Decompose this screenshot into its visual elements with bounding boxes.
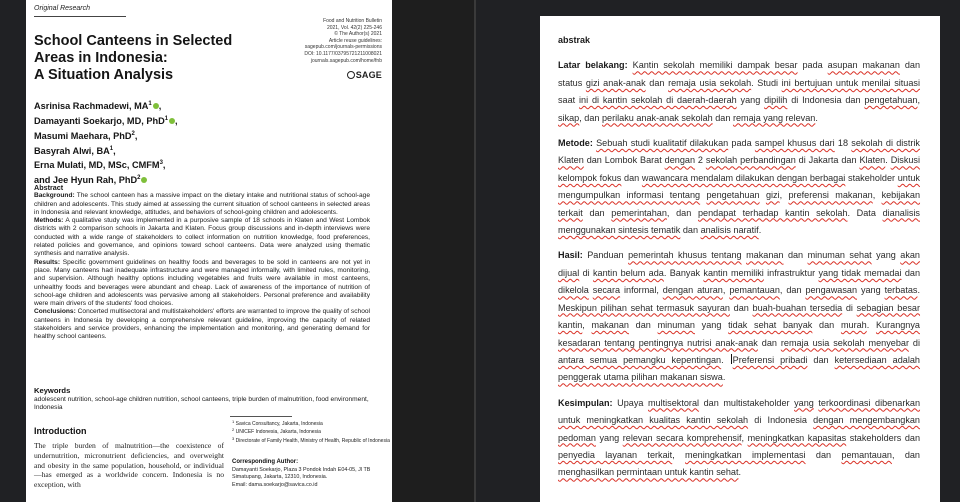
author-name-text: Erna Mulati, MD, MSc, CMFM [34, 160, 160, 171]
paragraph-label: Kesimpulan: [558, 397, 613, 408]
paragraph-text: , [917, 95, 921, 106]
paragraph-text: , [672, 449, 686, 460]
orcid-icon[interactable] [153, 103, 159, 109]
abstract-label: Results: [34, 258, 61, 266]
spellcheck-flagged-text: tidak sehat banyak [728, 320, 813, 331]
spellcheck-flagged-text: Sebuah studi kualitatif dilakukan [596, 138, 729, 149]
pdf-page [26, 0, 392, 502]
spellcheck-flagged-text: sekolah perbandingan [705, 155, 796, 166]
author-name: Asrinisa Rachmadewi, $MA^1$ , [34, 101, 162, 112]
spellcheck-flagged-text: gizi anak-anak [585, 77, 646, 88]
orcid-icon[interactable] [169, 118, 175, 124]
author-name-text: Masumi Maehara, PhD [34, 130, 132, 141]
paragraph-text: . [721, 354, 730, 365]
spellcheck-flagged-text: kantin [558, 320, 583, 331]
spellcheck-flagged-text: ini bertujuan untuk menilai situasi [781, 77, 920, 88]
spellcheck-flagged-text: pendapat terhadap kantin sekolah [697, 207, 848, 218]
spellcheck-flagged-text: makanan [746, 250, 784, 261]
paragraph-text: , [722, 285, 730, 296]
spellcheck-flagged-text: sekolah di distrik [851, 138, 920, 149]
spellcheck-flagged-text: minuman sehat [807, 250, 872, 261]
paragraph-text: . [758, 225, 762, 236]
author-affiliation-number: 1 [148, 101, 152, 107]
paragraph-text: dan [757, 337, 781, 348]
spellcheck-flagged-text: dengan aturan [662, 285, 723, 296]
meta-line: Article reuse guidelines: [328, 37, 382, 44]
paragraph-text: Panduan [582, 250, 629, 261]
corr-address: Damayanti Soekarjo, Plaza 3 Pondok Indah E04-05, Jl TB Simatupang, Jakarta, 12310, Indonesia. [232, 467, 371, 481]
paragraph-text: , [872, 190, 882, 201]
title-line: Areas in Indonesia: [34, 50, 168, 66]
paragraph-text: . Banyak [663, 267, 704, 278]
abstract-background [34, 192, 370, 217]
spellcheck-flagged-text: remaja usia sekolah [668, 77, 752, 88]
spellcheck-flagged-text: penyedia layanan terkait [558, 449, 673, 460]
spellcheck-flagged-text: pengawasan [805, 285, 858, 296]
corr-email: Email: dama.soekarjo@savica.co.id [232, 481, 318, 488]
spellcheck-flagged-text: akan dijual [558, 250, 920, 278]
paragraph-text: saat [558, 95, 580, 106]
spellcheck-flagged-text: ini di kantin sekolah di daerah-daerah [579, 95, 737, 106]
spellcheck-flagged-text: menghasilkan permintaan untuk kantin sehat [558, 467, 739, 478]
author-affiliation-number: 2 [137, 175, 141, 182]
spellcheck-flagged-text: dianalisis menggunakan sintesis tematik [558, 207, 920, 236]
spellcheck-flagged-text: pengetahuan [864, 95, 918, 106]
paragraph-text: . [738, 467, 742, 478]
spellcheck-flagged-text: pemantauan [729, 285, 780, 296]
author-name-text: and Jee Hyun Rah, PhD [34, 175, 138, 186]
pane-divider[interactable] [474, 0, 476, 502]
author-name: Basyrah Alwi, $BA^1$, [34, 145, 116, 156]
spellcheck-flagged-text: untuk meningkatkan kualitas kantin sekolah [558, 415, 749, 426]
paragraph-text: dan [783, 250, 808, 261]
paragraph-text: yang [871, 250, 901, 261]
paragraph-text: di Jakarta dan [795, 155, 860, 166]
paragraph-label: Latar belakang: [558, 60, 628, 71]
spellcheck-flagged-text: untuk mengumpulkan informasi tentang [558, 172, 920, 201]
spellcheck-flagged-text: terbatas [884, 285, 918, 296]
sage-logo-text: SAGE [355, 70, 382, 80]
paragraph-text: 2 [695, 155, 706, 166]
author-name: Erna Mulati, MD, MSc, CMFM$^3$, [34, 160, 166, 171]
spellcheck-flagged-text: pemantauan [841, 449, 892, 460]
spellcheck-flagged-text: secara [592, 285, 621, 296]
meta-line: DOI: 10.1177/03795721211008021 [304, 50, 382, 57]
spellcheck-flagged-text: multisektoral [647, 397, 700, 408]
spellcheck-flagged-text: dengan [664, 155, 696, 166]
orcid-icon[interactable] [141, 177, 147, 183]
paragraph-text: . Data [847, 207, 883, 218]
paragraph-text: yang [736, 95, 765, 106]
paragraph-text: , [741, 432, 748, 443]
spellcheck-flagged-text: buah-buahan tersedia [752, 302, 843, 313]
document-paragraph[interactable] [558, 135, 920, 239]
abstract-label: Conclusions: [34, 308, 76, 316]
affiliation: $^2$ UNICEF Indonesia, Jakarta, Indonesia [232, 427, 321, 436]
corresponding-author-heading: Corresponding Author: [232, 459, 299, 465]
spellcheck-flagged-text: gizi [765, 190, 780, 201]
document-title: abstrak [558, 35, 591, 45]
author-name: Masumi Maehara, PhD$^2$, [34, 130, 138, 141]
paragraph-text: dan [901, 267, 921, 278]
article-type: Original Research [34, 5, 91, 12]
spellcheck-flagged-text: relevan secara komprehensif [622, 432, 742, 443]
paragraph-text: , dan [779, 285, 806, 296]
abstract-results [34, 259, 370, 309]
abstract-text: Concerted multisectoral and multistakeholders' efforts are warranted to improve the quality of school canteens in Indonesia by developing a comprehensive relevant guideline, improving the capacity of related stakeholders and service providers, enhancing the implementation and monitoring, and generating demand for healthy school canteens. [34, 308, 370, 341]
spellcheck-flagged-text: kantin memiliki [703, 267, 764, 278]
spellcheck-flagged-text: yang tidak memadai [818, 267, 902, 278]
spellcheck-flagged-text: sikap [558, 112, 580, 123]
spellcheck-flagged-text: antara semua pemangku kepentingan [558, 354, 722, 365]
document-paragraph[interactable] [558, 57, 920, 127]
paragraph-text: dan [729, 302, 753, 313]
paragraph-text: dan Lombok Barat [583, 155, 665, 166]
paragraph-text: dan [812, 320, 841, 331]
spellcheck-flagged-text: preferensi makanan [788, 190, 873, 201]
spellcheck-flagged-text: remaja yang relevan [732, 112, 816, 123]
spellcheck-flagged-text: Diskusi kelompok fokus [558, 155, 920, 183]
paragraph-text: di [579, 267, 593, 278]
spellcheck-flagged-text: sebagian besar [856, 302, 921, 313]
paragraph-label: Hasil: [558, 250, 583, 261]
paragraph-text: pada [728, 138, 755, 149]
spellcheck-flagged-text: kantin belum ada [592, 267, 664, 278]
abstract-label: Methods: [34, 217, 64, 225]
paragraph-text: , dan [666, 207, 698, 218]
abstract-methods [34, 217, 370, 258]
title-line: School Canteens in Selected [34, 33, 233, 49]
spellcheck-flagged-text: Kantin sekolah memiliki dampak besar [632, 60, 798, 71]
abstract-text: The school canteen has a massive impact on the dietary intake and nutritional status of school-age children and adolescents. This study aimed at assessing the current situation of school canteens in selected areas in Indonesia and relevant knowledge, attitudes, and behaviors of school-going children and adolescents. [34, 192, 370, 216]
spellcheck-flagged-text: remaja usia sekolah menyebar [780, 337, 909, 348]
spellcheck-flagged-text: pemerintah khusus tentang [628, 250, 742, 261]
keywords-text: adolescent nutrition, school-age children nutrition, school canteens, triple burden of malnutrition, food environment, Indonesia [34, 396, 369, 412]
spellcheck-flagged-text: yang [794, 397, 814, 408]
paragraph-text: , [582, 320, 592, 331]
header-rule [34, 16, 126, 17]
author-affiliation-number: 2 [131, 130, 135, 137]
paragraph-text: dan [645, 77, 669, 88]
author-list [34, 98, 294, 187]
footnote-rule [230, 416, 292, 417]
spellcheck-flagged-text: pengetahuan [706, 190, 760, 201]
article-title [34, 33, 254, 84]
spellcheck-flagged-text: makanan [591, 320, 629, 331]
paragraph-text: informal, [620, 285, 663, 296]
spellcheck-flagged-text: asupan makanan [827, 60, 900, 71]
paragraph-text: . Studi [751, 77, 782, 88]
author-name-text: Damayanti Soekarjo, MD, PhD [34, 115, 165, 126]
spellcheck-flagged-text: ketersediaan adalah [834, 354, 920, 365]
introduction-text: The triple burden of malnutrition—the coexistence of undernutrition, micronutrient deficiencies, and overweight and obesity in the same population, household, or individual—has emerged as a worldwide concern. Indonesia is no exception, with [34, 441, 224, 490]
title-line: A Situation Analysis [34, 67, 174, 83]
author-name-text: Asrinisa Rachmadewi, MA [34, 101, 149, 112]
paragraph-text: dan [807, 354, 835, 365]
paragraph-text: dan [628, 320, 658, 331]
keywords-heading: Keywords [34, 386, 71, 395]
spellcheck-flagged-text: pemerintahan [611, 207, 667, 218]
paragraph-text: dan status [558, 60, 921, 88]
paragraph-text: dan [621, 172, 642, 183]
spellcheck-flagged-text: pedoman [558, 432, 596, 443]
paragraph-text: di [842, 302, 857, 313]
abstract [34, 184, 370, 342]
spellcheck-flagged-text: Preferensi pribadi [732, 354, 808, 365]
pane-gap [392, 0, 474, 502]
corresponding-author [232, 467, 392, 489]
spellcheck-flagged-text: perilaku anak-anak sekolah [602, 112, 713, 123]
journal-meta [272, 18, 382, 64]
abstract-conclusions [34, 308, 370, 341]
sage-logo [347, 70, 382, 80]
abstract-label: Background: [34, 192, 75, 200]
abstract-text: Specific government guidelines on healthy foods and beverages to be sold in canteens are not yet in place. Many canteens had inadequate infrastructure and were managed informally, with limited rules, monitoring, and supervision. Although healthy options including vegetables and fruits were available in most canteens, unhealthy foods and beverages were abundant and cheap. Lack of awareness of the importance of nutrition of school-age children and adolescents was pervasive among all stakeholders. Personal preference and availability were main drivers of the students' food choices. [34, 258, 370, 308]
paragraph-text: , dan [891, 449, 920, 460]
spellcheck-flagged-text: kebijakan terkait [558, 190, 921, 218]
paragraph-text: . [866, 320, 876, 331]
meta-line: sagepub.com/journals-permissions [304, 44, 382, 51]
spellcheck-flagged-text: murah [840, 320, 867, 331]
spellcheck-flagged-text: kesadaran tentang pentingnya nutrisi anak-anak [558, 337, 758, 348]
translation-document[interactable] [540, 16, 940, 502]
spellcheck-flagged-text: penggerak utama pilihan makanan siswa [558, 372, 723, 383]
spellcheck-flagged-text: wawancara mendalam dilakukan dengan berbagai [641, 172, 846, 183]
paragraph-text: dan multistakeholder [699, 397, 795, 408]
paragraph-text: dan [680, 225, 701, 236]
document-paragraph[interactable] [558, 395, 920, 482]
document-body[interactable] [558, 32, 920, 490]
paragraph-text: stakeholders dan [846, 432, 921, 443]
paragraph-text: . [917, 285, 920, 296]
paragraph-text: , [779, 190, 789, 201]
paragraph-text: infrastruktur [763, 267, 819, 278]
paragraph-text: dan [712, 112, 733, 123]
text-cursor [731, 354, 732, 364]
meta-line: © The Author(s) 2021 [334, 31, 382, 38]
paragraph-text: 18 [834, 138, 852, 149]
meta-line: Food and Nutrition Bulletin [323, 18, 382, 24]
affiliation: $^1$ Savica Consultancy, Jakarta, Indonesia [232, 419, 323, 427]
paragraph-text: di Indonesia dan [787, 95, 865, 106]
spellcheck-flagged-text: Klaten [558, 155, 584, 166]
spellcheck-flagged-text: meningkatkan kapasitas [747, 432, 847, 443]
affiliation: $^3$ Directorate of Family Health, Ministry of Health, Republic of Indonesia [232, 435, 390, 444]
paragraph-text: yang [595, 432, 623, 443]
spellcheck-flagged-text: sampel khusus dari [754, 138, 835, 149]
spellcheck-flagged-text: dipilih [764, 95, 788, 106]
paragraph-text: yang [857, 285, 885, 296]
meta-line: journals.sagepub.com/home/fnb [310, 57, 382, 64]
paragraph-text: . [885, 155, 891, 166]
document-paragraph[interactable] [558, 247, 920, 386]
author-affiliation-number: 1 [109, 145, 114, 152]
spellcheck-flagged-text: minuman [657, 320, 695, 331]
spellcheck-flagged-text: dengan mengembangkan [813, 415, 920, 426]
author-affiliation-number: 1 [164, 115, 169, 122]
spellcheck-flagged-text: dikelola [558, 285, 589, 296]
spellcheck-flagged-text: meningkatkan implementasi [685, 449, 806, 460]
paragraph-text: pada [797, 60, 828, 71]
sage-logo-icon [347, 71, 355, 79]
spellcheck-flagged-text: terkoordinasi dibenarkan [818, 397, 921, 408]
paragraph-label: Metode: [558, 138, 593, 149]
author-name-text: Basyrah Alwi, BA [34, 145, 110, 156]
abstract-heading: Abstract [34, 183, 64, 192]
introduction-heading: Introduction [34, 426, 87, 436]
paragraph-text: dan [805, 449, 842, 460]
paragraph-text: stakeholder [845, 172, 898, 183]
author-name: Damayanti Soekarjo, MD, PhD$^1$ , [34, 115, 178, 126]
author-affiliation-number: 3 [159, 160, 163, 167]
paragraph-text: , dan [579, 112, 602, 123]
paragraph-text: Upaya [612, 397, 648, 408]
affiliations [232, 419, 390, 444]
paragraph-text: . [722, 372, 726, 383]
spellcheck-flagged-text: Klaten [859, 155, 886, 166]
paragraph-text: yang [694, 320, 729, 331]
paragraph-text: dan [582, 207, 612, 218]
spellcheck-flagged-text: Meskipun pilihan sehat termasuk sayuran [558, 302, 730, 313]
document-sections[interactable] [558, 57, 920, 481]
abstract-text: A qualitative study was implemented in a purposive sample of 18 schools in Klaten and West Lombok districts with 2 comparison schools in Jakarta and Klaten. Focus group discussions and in-depth interviews were conducted with a wide range of stakeholders to collect information on nutrition knowledge, food preferences, related policies and governance, and opinions toward school canteens. Data were analyzed using thematic synthesis and narrative analysis. [34, 217, 370, 258]
meta-line: 2021, Vol. 42(2) 225-246 [326, 24, 382, 31]
paragraph-text: di Indonesia [748, 415, 814, 426]
paragraph-text: di [908, 337, 920, 348]
paragraph-text: . [815, 112, 818, 123]
spellcheck-flagged-text: Kurangnya [875, 320, 920, 331]
spellcheck-flagged-text: analisis naratif [700, 225, 759, 236]
